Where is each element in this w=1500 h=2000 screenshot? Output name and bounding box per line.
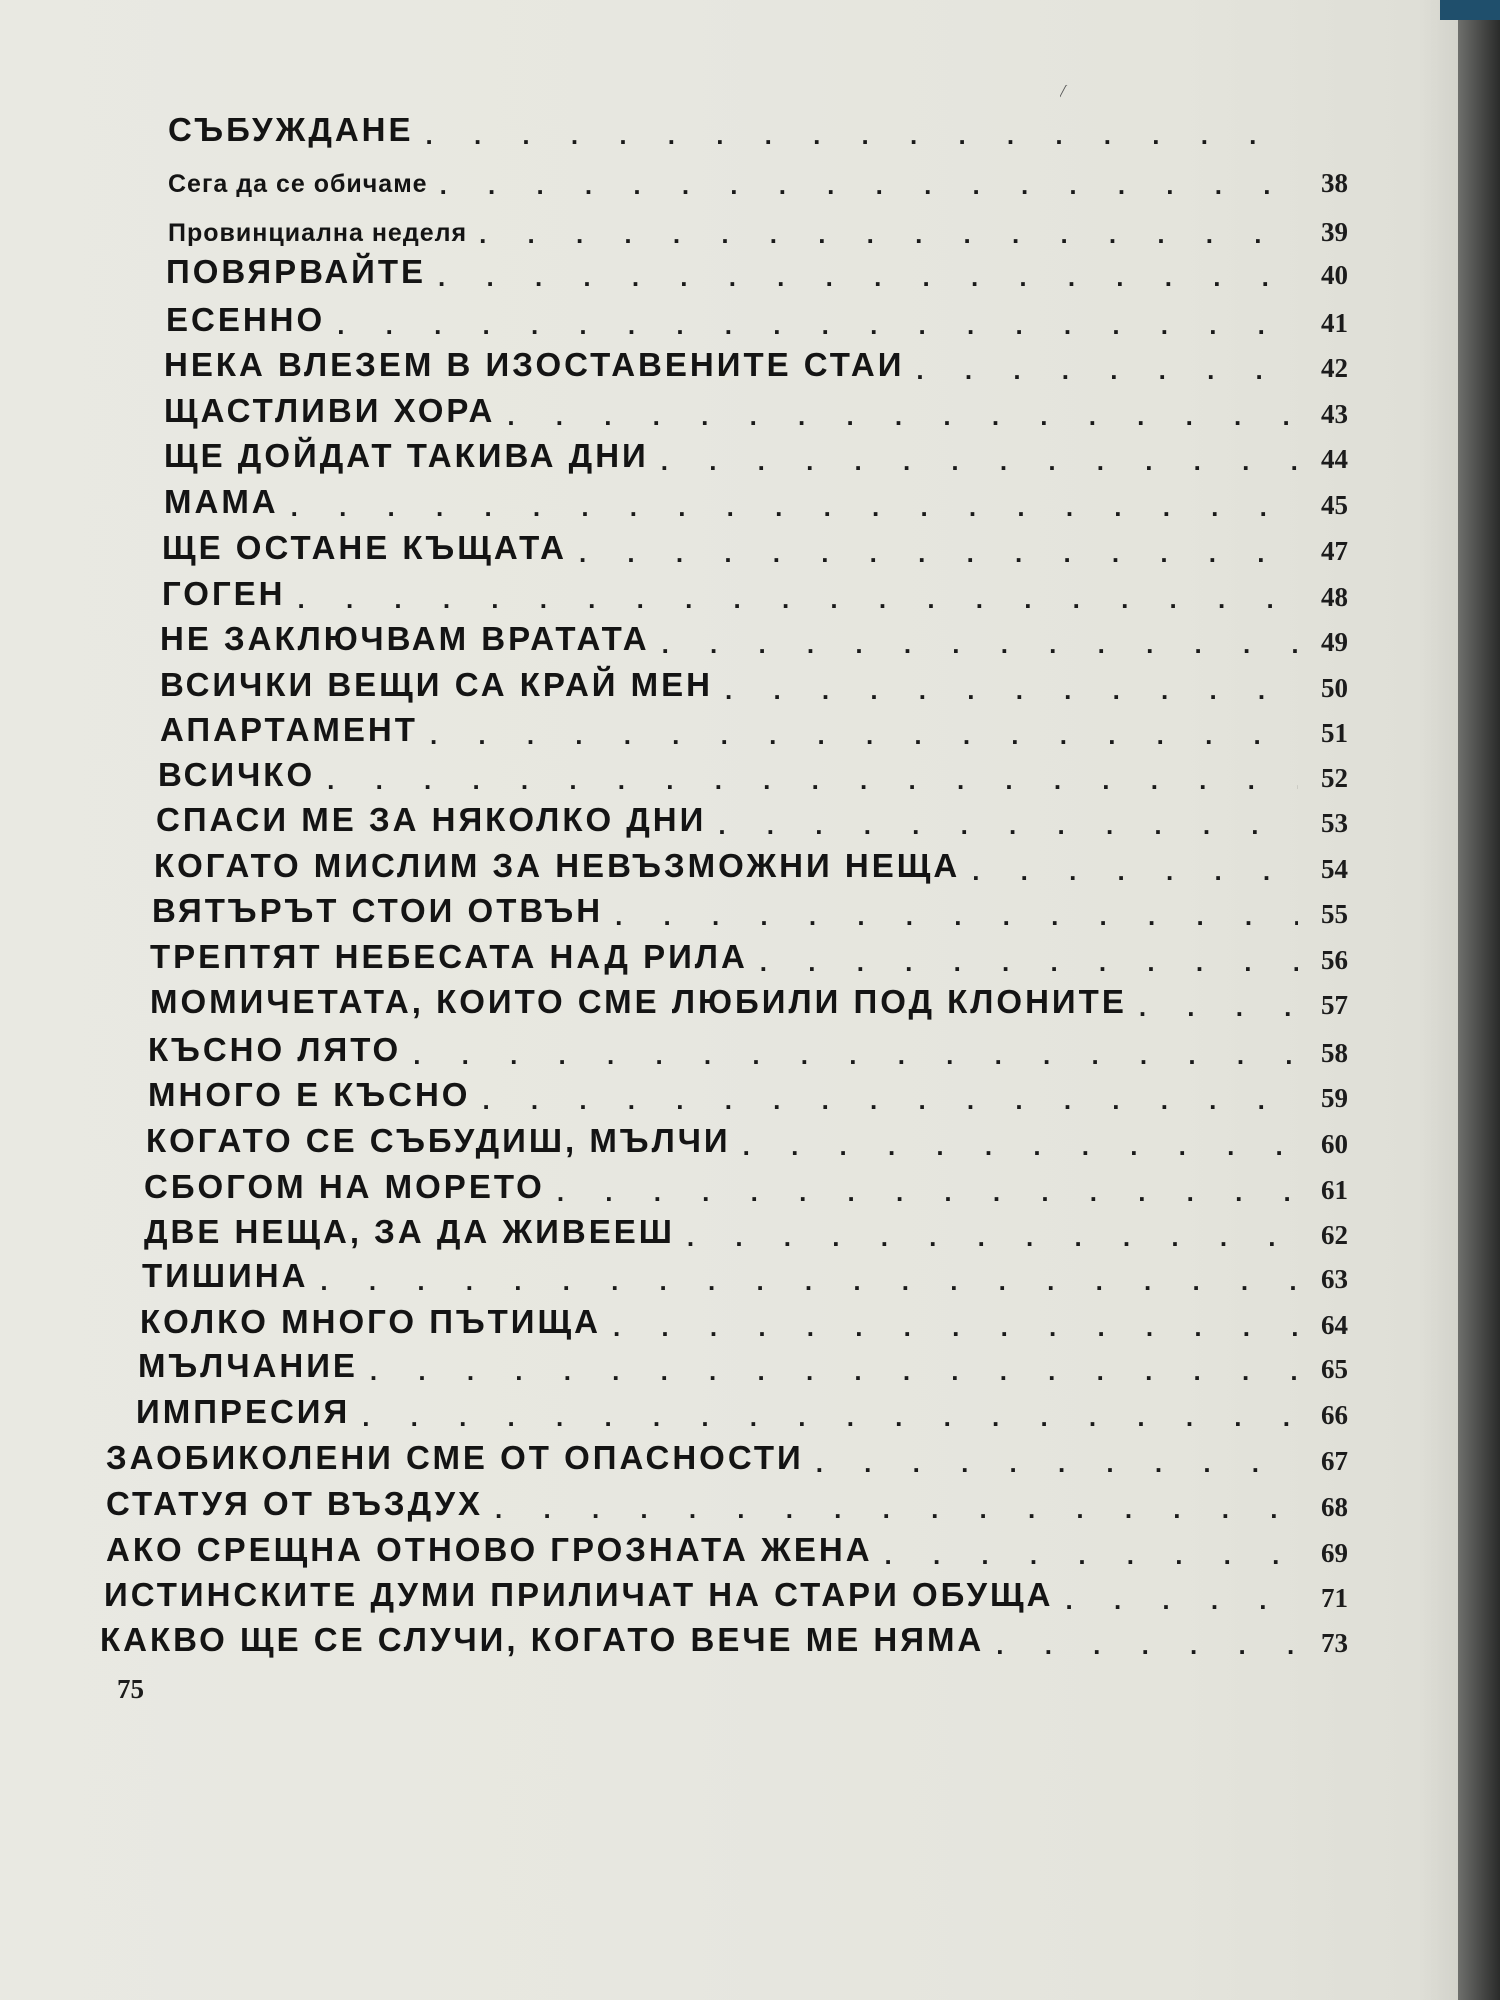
toc-entry xyxy=(168,108,1348,150)
dot-leader xyxy=(743,1131,1298,1161)
toc-page: 63 xyxy=(1321,1264,1348,1294)
dot-leader xyxy=(438,262,1298,292)
toc-page: 47 xyxy=(1321,536,1348,566)
toc-entry xyxy=(168,207,1348,249)
toc-page: 64 xyxy=(1321,1310,1348,1340)
toc-entry xyxy=(144,1210,1348,1252)
toc-title: КОГАТО МИСЛИМ ЗА НЕВЪЗМОЖНИ НЕЩА xyxy=(154,847,961,884)
dot-leader xyxy=(440,170,1298,200)
dot-leader xyxy=(615,901,1298,931)
toc-title: АКО СРЕЩНА ОТНОВО ГРОЗНАТА ЖЕНА xyxy=(106,1531,873,1568)
toc-title: ЩЕ ДОЙДАТ ТАКИВА ДНИ xyxy=(164,437,649,474)
toc-title: ВЯТЪРЪТ СТОИ ОТВЪН xyxy=(152,892,604,929)
toc-page: 38 xyxy=(1321,168,1348,198)
toc-entry xyxy=(166,250,1348,292)
dot-leader xyxy=(430,720,1298,750)
dot-leader xyxy=(482,1085,1298,1115)
dot-leader xyxy=(362,1402,1298,1432)
toc-entry xyxy=(158,753,1348,795)
toc-entry xyxy=(106,1436,1348,1478)
toc-title: ИСТИНСКИТЕ ДУМИ ПРИЛИЧАТ НА СТАРИ ОБУЩА xyxy=(104,1576,1054,1613)
toc-entry xyxy=(148,1073,1348,1115)
toc-page: 68 xyxy=(1321,1492,1348,1522)
toc-title: СБОГОМ НА МОРЕТО xyxy=(144,1168,545,1205)
toc-entry xyxy=(106,1528,1348,1570)
toc-page: 66 xyxy=(1321,1400,1348,1430)
dot-leader xyxy=(885,1540,1298,1570)
dot-leader xyxy=(760,947,1298,977)
toc-title: Провинциална неделя xyxy=(168,219,468,247)
toc-title: ГОГЕН xyxy=(162,575,286,612)
toc-page: 42 xyxy=(1321,353,1348,383)
toc-entry xyxy=(142,1254,1348,1296)
toc-entry xyxy=(104,1573,1348,1615)
dot-leader xyxy=(718,810,1298,840)
dot-leader xyxy=(507,401,1298,431)
toc-entry xyxy=(152,889,1348,931)
toc-entry xyxy=(160,663,1348,705)
toc-page: 41 xyxy=(1321,308,1348,338)
toc-title: КОГАТО СЕ СЪБУДИШ, МЪЛЧИ xyxy=(146,1122,731,1159)
toc-page: 56 xyxy=(1321,945,1348,975)
toc-title: ТРЕПТЯТ НЕБЕСАТА НАД РИЛА xyxy=(150,938,748,975)
toc-entry xyxy=(154,844,1348,886)
toc-entry xyxy=(164,343,1348,385)
dot-leader xyxy=(298,584,1299,614)
dot-leader xyxy=(1066,1585,1298,1615)
toc-page: 75 xyxy=(117,1674,144,1704)
toc-title: НЕКА ВЛЕЗЕМ В ИЗОСТАВЕНИТЕ СТАИ xyxy=(164,346,905,383)
toc-page: 55 xyxy=(1321,899,1348,929)
toc-entry xyxy=(150,980,1348,1022)
toc-entry xyxy=(164,434,1348,476)
toc-entry xyxy=(144,1165,1348,1207)
toc-title: ВСИЧКО xyxy=(158,756,316,793)
dot-leader xyxy=(557,1177,1298,1207)
toc-page: 62 xyxy=(1321,1220,1348,1250)
toc-entry xyxy=(162,572,1348,614)
book-edge xyxy=(1458,0,1500,2000)
dot-leader xyxy=(972,856,1298,886)
toc-title: Сега да се обичаме xyxy=(168,170,428,198)
toc-title: КОЛКО МНОГО ПЪТИЩА xyxy=(140,1303,601,1340)
toc-entry xyxy=(150,935,1348,977)
toc-title: ЕСЕННО xyxy=(166,301,326,338)
toc-title: КАКВО ЩЕ СЕ СЛУЧИ, КОГАТО ВЕЧЕ МЕ НЯМА xyxy=(100,1621,985,1658)
toc-page: 61 xyxy=(1321,1175,1348,1205)
toc-page: 40 xyxy=(1321,260,1348,290)
toc-page: 59 xyxy=(1321,1083,1348,1113)
toc-page: 60 xyxy=(1321,1129,1348,1159)
dot-leader xyxy=(613,1312,1298,1342)
toc-page: 67 xyxy=(1321,1446,1348,1476)
toc-entry xyxy=(160,708,1348,750)
toc-page: 43 xyxy=(1321,399,1348,429)
book-cover-edge xyxy=(1440,0,1500,20)
toc-entry xyxy=(100,1618,1348,1660)
toc-page: 57 xyxy=(1321,990,1348,1020)
dot-leader xyxy=(579,538,1298,568)
dot-leader xyxy=(662,629,1298,659)
toc-page: 71 xyxy=(1321,1583,1348,1613)
toc-title: ЩЕ ОСТАНЕ КЪЩАТА xyxy=(162,529,567,566)
toc-entry xyxy=(168,158,1348,200)
toc-page: 39 xyxy=(1321,217,1348,247)
toc-entry xyxy=(100,1664,1348,1706)
toc-page: 44 xyxy=(1321,444,1348,474)
toc-page: 48 xyxy=(1321,582,1348,612)
toc-entry xyxy=(162,526,1348,568)
toc-title: КЪСНО ЛЯТО xyxy=(148,1031,402,1068)
toc-title: ПОВЯРВАЙТЕ xyxy=(166,253,427,290)
toc-title: МНОГО Е КЪСНО xyxy=(148,1076,471,1113)
toc-page: 51 xyxy=(1321,718,1348,748)
toc-title: СТАТУЯ ОТ ВЪЗДУХ xyxy=(106,1485,484,1522)
dot-leader xyxy=(816,1448,1298,1478)
toc-title: ЗАОБИКОЛЕНИ СМЕ ОТ ОПАСНОСТИ xyxy=(106,1439,804,1476)
toc-title: ДВЕ НЕЩА, ЗА ДА ЖИВЕЕШ xyxy=(144,1213,675,1250)
toc-page: 73 xyxy=(1321,1628,1348,1658)
dot-leader xyxy=(370,1356,1298,1386)
dot-leader xyxy=(1139,992,1298,1022)
dot-leader xyxy=(291,492,1298,522)
toc-title: АПАРТАМЕНТ xyxy=(160,711,418,748)
toc-page: 69 xyxy=(1321,1538,1348,1568)
dot-leader xyxy=(426,120,1298,150)
dot-leader xyxy=(725,675,1298,705)
toc-page: 52 xyxy=(1321,763,1348,793)
toc-page: 65 xyxy=(1321,1354,1348,1384)
toc-entry xyxy=(136,1390,1348,1432)
toc-entry xyxy=(166,298,1348,340)
dot-leader xyxy=(495,1494,1298,1524)
toc-title: ВСИЧКИ ВЕЩИ СА КРАЙ МЕН xyxy=(160,666,714,703)
toc-page: 58 xyxy=(1321,1038,1348,1068)
dot-leader xyxy=(661,446,1298,476)
toc-title: СПАСИ МЕ ЗА НЯКОЛКО ДНИ xyxy=(156,801,707,838)
toc-page: 49 xyxy=(1321,627,1348,657)
toc-entry xyxy=(164,480,1348,522)
dot-leader xyxy=(320,1266,1298,1296)
toc-entry xyxy=(164,389,1348,431)
toc-entry xyxy=(106,1482,1348,1524)
toc-title: МОМИЧЕТАТА, КОИТО СМЕ ЛЮБИЛИ ПОД КЛОНИТЕ xyxy=(150,983,1127,1020)
toc-entry xyxy=(140,1300,1348,1342)
dot-leader xyxy=(479,219,1298,249)
toc-entry xyxy=(148,1028,1348,1070)
toc-page: 50 xyxy=(1321,673,1348,703)
toc-page: 54 xyxy=(1321,854,1348,884)
toc-entry xyxy=(156,798,1348,840)
dot-leader xyxy=(916,355,1298,385)
dot-leader xyxy=(327,765,1298,795)
toc-entry xyxy=(160,617,1348,659)
toc-title: ИМПРЕСИЯ xyxy=(136,1393,351,1430)
dot-leader xyxy=(337,310,1298,340)
toc-title: СЪБУЖДАНЕ xyxy=(168,111,414,148)
toc-page: 45 xyxy=(1321,490,1348,520)
toc-entry xyxy=(138,1344,1348,1386)
dot-leader xyxy=(687,1222,1298,1252)
toc-title: НЕ ЗАКЛЮЧВАМ ВРАТАТА xyxy=(160,620,650,657)
toc-title: ТИШИНА xyxy=(142,1257,309,1294)
toc-title: МАМА xyxy=(164,483,279,520)
toc-title: ЩАСТЛИВИ ХОРА xyxy=(164,392,496,429)
toc-entry xyxy=(146,1119,1348,1161)
dot-leader xyxy=(413,1040,1298,1070)
dot-leader xyxy=(996,1630,1298,1660)
toc-title: МЪЛЧАНИЕ xyxy=(138,1347,358,1384)
toc-page: 53 xyxy=(1321,808,1348,838)
